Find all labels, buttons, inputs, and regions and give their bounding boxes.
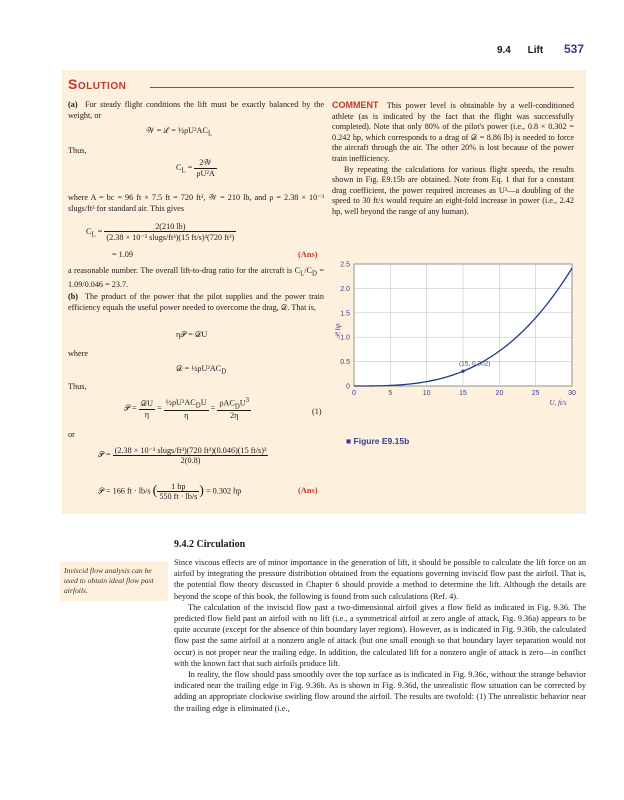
drag-eq-subscript: D — [221, 368, 227, 376]
section-para-2: The calculation of the inviscid flow past a two-dimensional airfoil gives a flow field as indicated in Fig. 9.36. The predicted flow field past an airfoil with no lift (i.e., a symmetrical airfoil at zero angle of attack, Fig. 9.36a) appears to be quite accurate (except for the absence of thin boundary layer regions). However, as is indicated in Fig. 9.36b, the calculated flow past the same airfoil at a nonzero angle of attack (but one small enough so that boundary layer separation would not occur) is not proper near the trailing edge. In addition, the calculated lift for a nonzero angle of attack is zero—in conflict with the known fact that such airfoils produce lift. — [174, 602, 586, 668]
eq1-text: 𝒲 = ℒ = ½ρU²AC — [146, 126, 208, 135]
comment-heading: COMMENT — [332, 100, 379, 110]
conversion-den: 550 ft · lb/s — [159, 492, 198, 501]
running-head — [483, 42, 584, 56]
margin-note: Inviscid flow analysis can be used to obtain ideal flow past airfoils. — [60, 562, 168, 601]
y-tick-label: 0 — [346, 383, 350, 391]
reasonable-tail: = 1.09/0.046 = 23.7. — [68, 266, 325, 290]
section-para-3: In reality, the flow should pass smoothly over the top surface as is indicated in Fig. 9.36c, without the strange behavior indicated near the trailing edge in Fig. 9.36b. As is shown in Fig. 9.36d, the unrealistic flow situation can be corrected by adding an appropriate clockwise swirling flow around the airfoil. The results are twofold: (1) The unrealistic behavior near the trailing edge is eliminated (i.e., — [174, 670, 586, 713]
where-text: where A = bc = 96 ft × 7.5 ft = 720 ft², 𝒲 = 210 lb, and ρ = 2.38 × 10⁻³ slugs/ft³ for standard air. This gives — [68, 193, 324, 213]
section-title: 9.4.2 Circulation — [174, 539, 246, 550]
comment-text-2: By repeating the calculations for various flight speeds, the results shown in Fig. E9.15b are obtained. Note from Eq. 1 that for a constant drag coefficient, the power required increases as U³—a doubling of the speed to 30 ft/s would require an eight-fold increase in power (i.e., 2.42 hp, well beyond the range of any human). — [332, 164, 574, 216]
figure-caption: ■ Figure E9.15b — [346, 436, 410, 446]
x-tick-label: 10 — [422, 390, 431, 397]
comment-block — [332, 100, 574, 218]
y-tick-label: 2.5 — [340, 261, 350, 269]
eq1-subscript: L — [207, 130, 213, 138]
power-frac-3 — [217, 397, 251, 420]
equation-power: η𝒫 = 𝒟U — [176, 330, 208, 339]
power-conversion-fraction — [157, 482, 199, 501]
equation-weight-lift — [146, 126, 212, 138]
power-frac-3-num-text: ρAC — [219, 398, 235, 408]
x-tick-label: 30 — [568, 390, 576, 397]
page-number: 537 — [563, 42, 584, 56]
equation-power-numeric: 𝒫 = $\frac{\text{(2.38 × 10⁻³ slugs/ft³)(720 ft²)(0.046)(15 ft/s)³}}{2(0.8)}$ — [98, 446, 267, 465]
cl-lhs: C — [176, 162, 182, 172]
power-frac-2-den: η — [184, 410, 189, 420]
power-final-lhs: 𝒫 = 166 ft · lb/s — [98, 486, 151, 496]
cl-numeric-numerator: 2(210 lb) — [104, 222, 236, 232]
drag-eq-text: 𝒟 = ½ρU²AC — [176, 364, 222, 373]
where-2: where — [68, 349, 89, 358]
y-tick-label: 2.0 — [340, 285, 350, 293]
comment-text-1: This power level is obtainable by a well-conditioned athlete (as is indicated by the fact that the flight was successfully completed). Note that only 80% of the pilot's power (i.e., 0.8 × 0.302 = 0.242 hp, which corresponds to a drag of 𝒟 = 8.86 lb) is needed to force the aircraft through the air. The other 20% is lost because of the power train inefficiency. — [332, 101, 574, 163]
lift-drag-ratio-text: a reasonable number. The overall lift-to-drag ratio for the aircraft is $C_L/C_D = 1.09/0.046 = 23.7$. — [68, 266, 325, 290]
part-b-text: The product of the power that the pilot supplies and the power train efficiency equals the useful power needed to overcome the drag, 𝒟. That is, — [68, 292, 324, 312]
x-tick-label: 25 — [531, 390, 540, 397]
power-numeric-fraction — [113, 445, 269, 465]
cl-result: = 1.09 — [112, 250, 133, 259]
power-frac-3-den: 2η — [230, 411, 239, 421]
equation-number-1: (1) — [312, 407, 322, 416]
answer-tag-2: (Ans) — [298, 486, 318, 495]
annotation-label: (15, 0.302) — [459, 360, 491, 368]
part-a-text: For steady flight conditions the lift must be exactly balanced by the weight, or — [68, 100, 324, 120]
conversion-num: 1 hp — [157, 482, 199, 492]
equation-drag — [176, 364, 226, 376]
solution-part-a — [68, 100, 324, 121]
x-axis-label: U, ft/s — [549, 399, 567, 407]
thus-1: Thus, — [68, 146, 87, 155]
cl-numeric-fraction — [104, 222, 236, 242]
equation-power-final: 𝒫 = 166 ft · lb/s ( $\frac{1 hp}{550 ft \cdot lb/s}$ ) = 0.302 hp — [98, 482, 242, 501]
y-axis-label: 𝒫, hp — [334, 323, 342, 339]
power-frac-1-den: η — [144, 409, 149, 419]
cl-numerator: 2𝒲 — [194, 158, 216, 169]
section-body — [174, 557, 586, 714]
figure-caption-text: Figure E9.15b — [353, 436, 410, 446]
annotation-point — [461, 370, 464, 373]
power-frac-2-num-text: ½ρU²AC — [165, 397, 196, 407]
power-numeric-num: (2.38 × 10⁻³ slugs/ft³)(720 ft²)(0.046)(15 ft/s)³ — [114, 446, 267, 455]
cl-fraction — [194, 158, 216, 178]
part-b-label: (b) — [68, 292, 79, 301]
part-a-label: (a) — [68, 100, 78, 109]
solution-title: Solution — [68, 76, 127, 92]
thus-2: Thus, — [68, 382, 87, 391]
power-frac-1 — [139, 399, 155, 419]
cl-denominator: ρU²A — [196, 169, 215, 178]
section-number: 9.4 — [496, 45, 511, 56]
y-tick-label: 1.0 — [340, 334, 350, 342]
power-vs-speed-chart — [330, 256, 580, 424]
x-tick-label: 5 — [388, 390, 393, 397]
running-topic: Lift — [527, 45, 544, 56]
y-tick-label: 0.5 — [340, 359, 350, 367]
power-numeric-den: 2(0.8) — [180, 456, 201, 465]
solution-part-b — [68, 292, 324, 313]
or-text: or — [68, 430, 75, 439]
power-lhs: 𝒫 = — [124, 403, 137, 413]
power-frac-2 — [164, 398, 209, 420]
power-frac-2-num: $\frac{1}{2}\rho U^2AC_DU$ — [165, 397, 207, 410]
section-para-1: Since viscous effects are of minor importance in the generation of lift, it should be possible to calculate the lift force on an airfoil by integrating the pressure distribution obtained from the equations governing inviscid flow past the airfoil. That is, the potential flow theory discussed in Chapter 6 should provide a method to determine the lift. Although the details are beyond the scope of this book, the following is found from such calculations (Ref. 4). — [174, 558, 586, 601]
answer-tag-1: (Ans) — [298, 250, 318, 259]
x-tick-label: 20 — [495, 390, 504, 397]
reasonable-text: a reasonable number. The overall lift-to-drag ratio for the aircraft is C — [68, 266, 301, 275]
y-tick-label: 1.5 — [340, 310, 350, 318]
cl-numeric-denominator: (2.38 × 10⁻³ slugs/ft³)(15 ft/s)²(720 ft²) — [106, 233, 235, 242]
x-tick-label: 15 — [459, 390, 467, 397]
power-frac-1-num: 𝒟U — [140, 398, 154, 408]
power-frac-3-num: $\rho AC_DU^3$ — [219, 397, 250, 411]
equation-cl: $C_L$ = $\frac{\text{2𝒲}}{\text{ρU²A}}$ — [176, 158, 215, 178]
x-tick-label: 0 — [352, 390, 356, 397]
solution-rule — [150, 87, 574, 88]
power-final-rhs: = 0.302 hp — [206, 486, 242, 496]
equation-power-expanded: 𝒫 = $\frac{\text{𝒟U}}{\eta}$ = $\frac{\frac{1}{2}\rho U^2AC_DU}{\eta}$ = $\frac{\rho AC_DU^3}{2\eta}$ — [124, 397, 250, 421]
equation-cl-numeric: $C_L$ = $\frac{2(210 lb)}{\text{(2.38 × 10⁻³ slugs/ft³)(15 ft/s)²(720 ft²)}}$ — [86, 222, 235, 242]
